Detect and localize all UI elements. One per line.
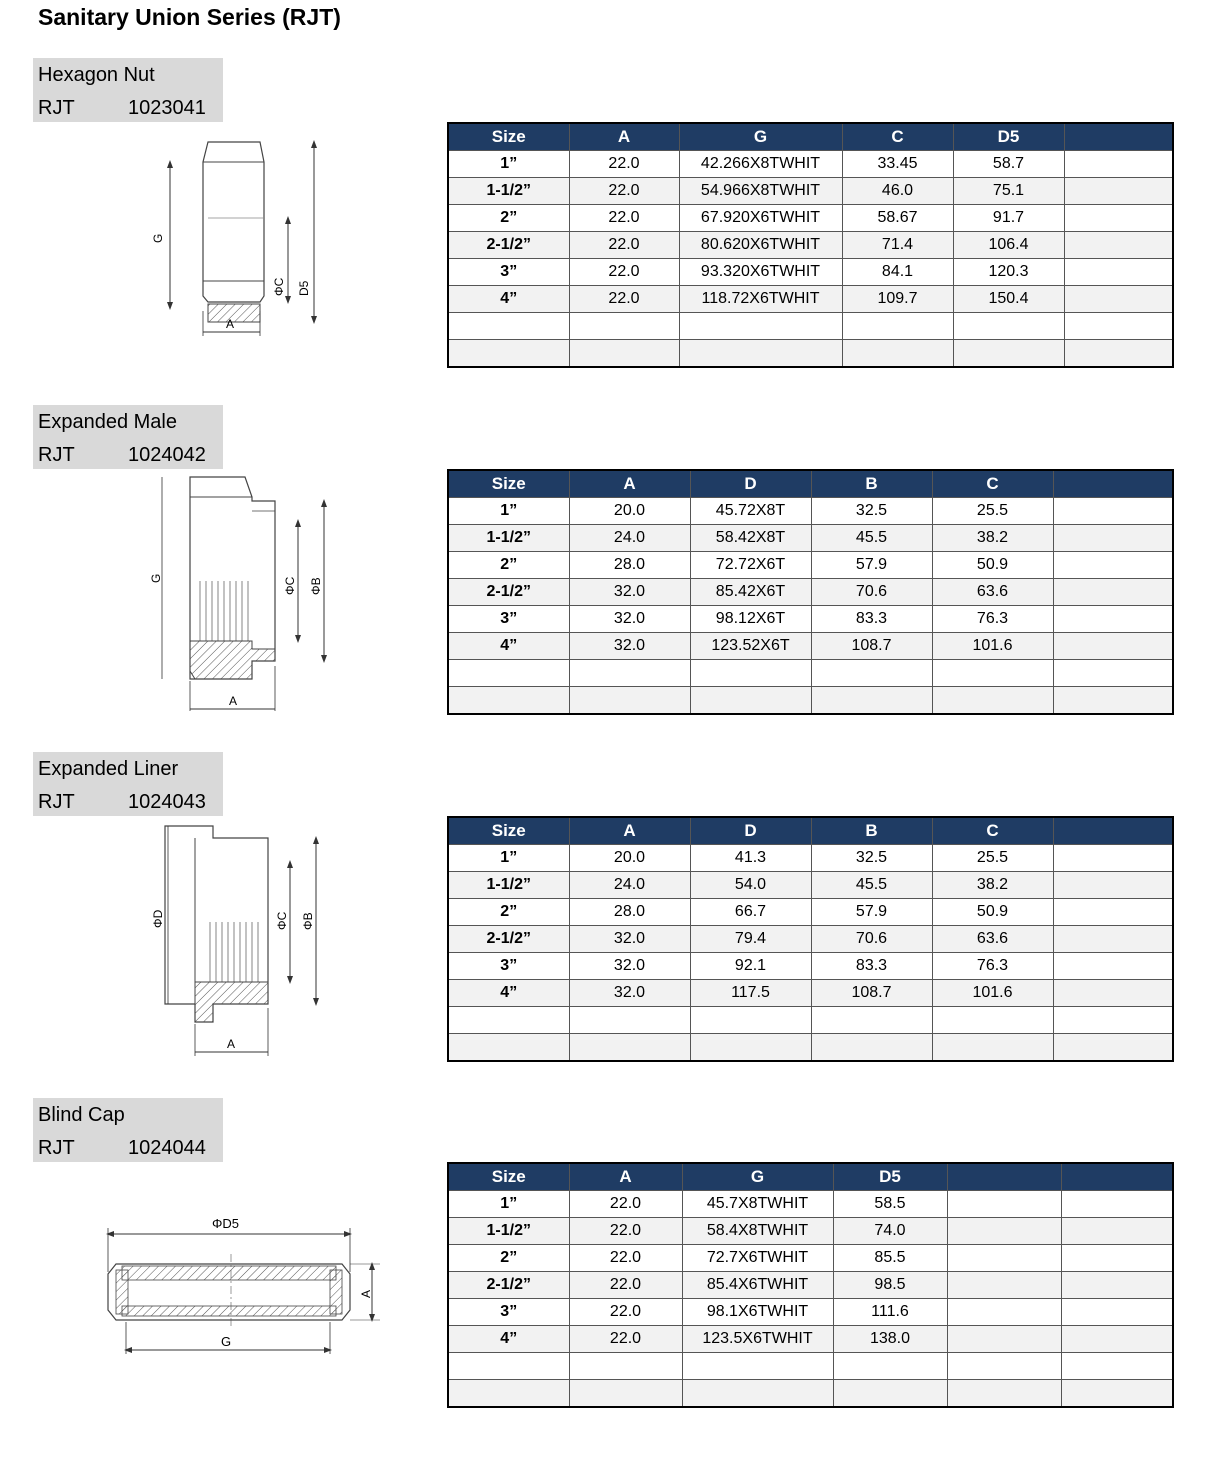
size-cell <box>448 660 569 687</box>
table-cell <box>569 1353 682 1380</box>
table-cell: 117.5 <box>690 980 811 1007</box>
table-cell <box>1053 498 1173 525</box>
size-cell: 1” <box>448 151 569 178</box>
table-row <box>448 660 1173 687</box>
size-cell: 4” <box>448 633 569 660</box>
table-cell: 120.3 <box>953 259 1064 286</box>
spec-table <box>447 122 1174 368</box>
table-cell: 54.966X8TWHIT <box>679 178 842 205</box>
table-row <box>448 1272 1173 1299</box>
table-cell: 109.7 <box>842 286 953 313</box>
table-cell: 80.620X6TWHIT <box>679 232 842 259</box>
size-cell <box>448 1353 569 1380</box>
product-section-hexagon-nut <box>0 58 1205 398</box>
table-cell <box>947 1191 1061 1218</box>
table-cell <box>811 687 932 715</box>
table-cell: 76.3 <box>932 606 1053 633</box>
size-cell: 2-1/2” <box>448 232 569 259</box>
table-cell: 85.4X6TWHIT <box>682 1272 833 1299</box>
table-cell <box>569 660 690 687</box>
size-cell: 4” <box>448 1326 569 1353</box>
table-cell <box>1053 845 1173 872</box>
size-cell <box>448 313 569 340</box>
table-cell: 42.266X8TWHIT <box>679 151 842 178</box>
table-cell: 83.3 <box>811 606 932 633</box>
size-cell: 1” <box>448 498 569 525</box>
table-row <box>448 687 1173 715</box>
table-row <box>448 872 1173 899</box>
table-cell: 91.7 <box>953 205 1064 232</box>
table-cell <box>1064 232 1173 259</box>
table-cell: 72.72X6T <box>690 552 811 579</box>
table-cell <box>682 1353 833 1380</box>
spec-table <box>447 816 1174 1062</box>
table-cell: 32.0 <box>569 633 690 660</box>
column-header: B <box>811 470 932 498</box>
table-header-row <box>448 470 1173 498</box>
table-cell: 22.0 <box>569 1245 682 1272</box>
table-header-row <box>448 817 1173 845</box>
table-cell: 106.4 <box>953 232 1064 259</box>
dim-label: G <box>221 1334 232 1349</box>
table-cell: 150.4 <box>953 286 1064 313</box>
column-header: D <box>690 470 811 498</box>
product-series: RJT <box>38 1137 75 1159</box>
table-row <box>448 845 1173 872</box>
table-cell <box>1053 552 1173 579</box>
size-cell: 2” <box>448 552 569 579</box>
table-cell <box>1064 205 1173 232</box>
table-cell <box>679 340 842 368</box>
table-cell <box>1064 313 1173 340</box>
table-cell <box>1053 899 1173 926</box>
table-cell <box>947 1245 1061 1272</box>
table-cell: 70.6 <box>811 579 932 606</box>
table-cell <box>1053 579 1173 606</box>
table-cell <box>953 313 1064 340</box>
table-cell: 79.4 <box>690 926 811 953</box>
table-cell <box>947 1353 1061 1380</box>
table-cell: 38.2 <box>932 525 1053 552</box>
expanded-male-drawing <box>140 471 340 711</box>
table-cell <box>569 687 690 715</box>
table-cell: 22.0 <box>569 286 679 313</box>
table-cell <box>1064 340 1173 368</box>
table-cell <box>679 313 842 340</box>
product-series: RJT <box>38 97 75 119</box>
column-header: Size <box>448 817 569 845</box>
page-title: Sanitary Union Series (RJT) <box>38 4 341 30</box>
table-cell <box>842 340 953 368</box>
column-header: A <box>569 123 679 151</box>
size-cell: 2” <box>448 1245 569 1272</box>
table-row <box>448 606 1173 633</box>
table-cell: 32.5 <box>811 498 932 525</box>
size-cell: 2-1/2” <box>448 579 569 606</box>
table-cell: 32.5 <box>811 845 932 872</box>
dim-label: D5 <box>297 280 311 296</box>
column-header: A <box>569 817 690 845</box>
table-cell: 75.1 <box>953 178 1064 205</box>
table-cell: 92.1 <box>690 953 811 980</box>
table-cell: 45.72X8T <box>690 498 811 525</box>
column-header: A <box>569 1163 682 1191</box>
table-cell <box>1064 151 1173 178</box>
table-cell: 70.6 <box>811 926 932 953</box>
product-label <box>33 58 223 122</box>
table-cell <box>1061 1353 1173 1380</box>
table-row <box>448 259 1173 286</box>
table-cell: 45.7X8TWHIT <box>682 1191 833 1218</box>
table-cell: 66.7 <box>690 899 811 926</box>
table-cell: 83.3 <box>811 953 932 980</box>
table-cell <box>953 340 1064 368</box>
size-cell: 4” <box>448 286 569 313</box>
table-cell: 28.0 <box>569 899 690 926</box>
table-cell <box>1053 926 1173 953</box>
table-cell: 63.6 <box>932 926 1053 953</box>
product-series: RJT <box>38 791 75 813</box>
table-cell <box>932 660 1053 687</box>
table-cell: 25.5 <box>932 498 1053 525</box>
table-cell <box>690 660 811 687</box>
table-row <box>448 552 1173 579</box>
dim-label: ΦC <box>272 277 286 296</box>
column-header: Size <box>448 470 569 498</box>
dim-label: A <box>229 694 238 708</box>
table-cell: 57.9 <box>811 899 932 926</box>
table-cell <box>833 1353 947 1380</box>
table-cell <box>947 1380 1061 1408</box>
table-row <box>448 525 1173 552</box>
column-header <box>1064 123 1173 151</box>
table-cell <box>569 1380 682 1408</box>
size-cell: 2-1/2” <box>448 1272 569 1299</box>
size-cell: 2” <box>448 899 569 926</box>
dim-label: ΦD <box>151 909 165 928</box>
table-cell: 123.52X6T <box>690 633 811 660</box>
table-cell <box>690 1034 811 1062</box>
table-row <box>448 205 1173 232</box>
table-cell: 22.0 <box>569 205 679 232</box>
size-cell: 2” <box>448 205 569 232</box>
table-cell: 108.7 <box>811 633 932 660</box>
product-name: Expanded Male <box>38 411 177 433</box>
column-header: A <box>569 470 690 498</box>
table-cell: 85.5 <box>833 1245 947 1272</box>
product-code: 1024043 <box>128 791 206 813</box>
table-row <box>448 232 1173 259</box>
table-cell <box>569 1034 690 1062</box>
table-row <box>448 1218 1173 1245</box>
table-row <box>448 899 1173 926</box>
size-cell: 1” <box>448 1191 569 1218</box>
table-cell: 50.9 <box>932 899 1053 926</box>
size-cell: 3” <box>448 1299 569 1326</box>
dim-label: ΦB <box>301 912 315 930</box>
product-series: RJT <box>38 444 75 466</box>
table-row <box>448 926 1173 953</box>
dim-label: ΦC <box>283 576 297 595</box>
size-cell: 1-1/2” <box>448 525 569 552</box>
table-cell: 24.0 <box>569 525 690 552</box>
table-cell <box>569 1007 690 1034</box>
table-cell: 22.0 <box>569 1299 682 1326</box>
table-row <box>448 1245 1173 1272</box>
table-cell <box>947 1326 1061 1353</box>
table-row <box>448 1380 1173 1408</box>
table-row <box>448 1007 1173 1034</box>
table-cell: 93.320X6TWHIT <box>679 259 842 286</box>
table-row <box>448 151 1173 178</box>
table-cell <box>811 1034 932 1062</box>
size-cell: 3” <box>448 606 569 633</box>
table-cell: 22.0 <box>569 232 679 259</box>
table-row <box>448 980 1173 1007</box>
column-header: C <box>932 817 1053 845</box>
table-cell: 74.0 <box>833 1218 947 1245</box>
column-header: Size <box>448 123 569 151</box>
table-cell <box>1053 687 1173 715</box>
table-cell: 85.42X6T <box>690 579 811 606</box>
table-cell <box>1061 1191 1173 1218</box>
table-cell: 101.6 <box>932 633 1053 660</box>
table-cell <box>1053 606 1173 633</box>
column-header: G <box>682 1163 833 1191</box>
product-label <box>33 752 223 816</box>
product-section-blind-cap <box>0 1098 1205 1438</box>
table-cell <box>1061 1245 1173 1272</box>
table-cell: 58.4X8TWHIT <box>682 1218 833 1245</box>
table-cell: 25.5 <box>932 845 1053 872</box>
table-cell: 58.7 <box>953 151 1064 178</box>
product-code: 1024044 <box>128 1137 206 1159</box>
dim-label: ΦB <box>309 577 323 595</box>
table-cell <box>1061 1272 1173 1299</box>
size-cell: 3” <box>448 953 569 980</box>
table-row <box>448 1326 1173 1353</box>
table-cell <box>1064 178 1173 205</box>
table-cell: 84.1 <box>842 259 953 286</box>
table-cell <box>1053 953 1173 980</box>
table-header-row <box>448 123 1173 151</box>
table-cell <box>811 1007 932 1034</box>
product-section-expanded-liner <box>0 752 1205 1092</box>
size-cell: 1” <box>448 845 569 872</box>
table-cell: 33.45 <box>842 151 953 178</box>
table-cell: 32.0 <box>569 926 690 953</box>
table-cell: 22.0 <box>569 1326 682 1353</box>
table-row <box>448 633 1173 660</box>
table-row <box>448 313 1173 340</box>
table-cell <box>1053 980 1173 1007</box>
product-name: Hexagon Nut <box>38 64 155 86</box>
table-row <box>448 953 1173 980</box>
table-cell: 38.2 <box>932 872 1053 899</box>
size-cell: 2-1/2” <box>448 926 569 953</box>
table-cell <box>1053 525 1173 552</box>
table-cell <box>1053 872 1173 899</box>
table-cell: 22.0 <box>569 1272 682 1299</box>
table-cell: 58.67 <box>842 205 953 232</box>
table-cell <box>682 1380 833 1408</box>
table-cell <box>932 1007 1053 1034</box>
product-code: 1023041 <box>128 97 206 119</box>
column-header: G <box>679 123 842 151</box>
table-cell: 41.3 <box>690 845 811 872</box>
dim-label: A <box>227 1037 236 1051</box>
size-cell: 1-1/2” <box>448 872 569 899</box>
product-section-expanded-male <box>0 405 1205 745</box>
table-cell: 24.0 <box>569 872 690 899</box>
table-cell: 22.0 <box>569 259 679 286</box>
table-cell <box>1053 1034 1173 1062</box>
table-cell: 108.7 <box>811 980 932 1007</box>
table-cell: 22.0 <box>569 151 679 178</box>
table-cell: 111.6 <box>833 1299 947 1326</box>
table-cell: 71.4 <box>842 232 953 259</box>
table-cell <box>690 1007 811 1034</box>
product-label <box>33 405 223 469</box>
table-cell: 32.0 <box>569 606 690 633</box>
table-cell: 50.9 <box>932 552 1053 579</box>
table-row <box>448 1034 1173 1062</box>
table-cell <box>569 340 679 368</box>
table-cell: 32.0 <box>569 579 690 606</box>
table-row <box>448 178 1173 205</box>
column-header: D <box>690 817 811 845</box>
column-header: B <box>811 817 932 845</box>
expanded-liner-drawing <box>140 822 340 1058</box>
dim-label: ΦC <box>275 911 289 930</box>
dim-label: A <box>359 1289 373 1298</box>
size-cell: 3” <box>448 259 569 286</box>
size-cell: 1-1/2” <box>448 1218 569 1245</box>
dim-label: ΦD5 <box>212 1216 239 1231</box>
product-name: Expanded Liner <box>38 758 179 780</box>
table-cell: 58.5 <box>833 1191 947 1218</box>
dim-label: G <box>149 573 163 583</box>
hexagon-nut-drawing <box>140 136 340 358</box>
spec-table <box>447 1162 1174 1408</box>
size-cell <box>448 1380 569 1408</box>
table-cell <box>947 1299 1061 1326</box>
product-label <box>33 1098 223 1162</box>
table-cell: 98.12X6T <box>690 606 811 633</box>
table-cell <box>1064 259 1173 286</box>
dim-label: G <box>151 233 165 243</box>
table-row <box>448 498 1173 525</box>
table-row <box>448 1191 1173 1218</box>
table-row <box>448 1299 1173 1326</box>
dim-label: A <box>226 317 235 331</box>
table-cell <box>947 1272 1061 1299</box>
table-header-row <box>448 1163 1173 1191</box>
column-header <box>1061 1163 1173 1191</box>
product-code: 1024042 <box>128 444 206 466</box>
size-cell <box>448 1007 569 1034</box>
table-cell: 58.42X8T <box>690 525 811 552</box>
table-cell <box>947 1218 1061 1245</box>
table-cell <box>1061 1299 1173 1326</box>
table-cell: 98.1X6TWHIT <box>682 1299 833 1326</box>
table-cell: 57.9 <box>811 552 932 579</box>
spec-table <box>447 469 1174 715</box>
size-cell <box>448 1034 569 1062</box>
column-header: D5 <box>833 1163 947 1191</box>
column-header <box>947 1163 1061 1191</box>
table-cell: 32.0 <box>569 980 690 1007</box>
product-name: Blind Cap <box>38 1104 125 1126</box>
size-cell <box>448 340 569 368</box>
table-cell: 20.0 <box>569 498 690 525</box>
table-cell <box>1053 633 1173 660</box>
table-cell: 118.72X6TWHIT <box>679 286 842 313</box>
column-header: C <box>842 123 953 151</box>
table-cell <box>811 660 932 687</box>
table-cell: 98.5 <box>833 1272 947 1299</box>
table-cell <box>690 687 811 715</box>
table-cell: 20.0 <box>569 845 690 872</box>
table-cell: 101.6 <box>932 980 1053 1007</box>
table-cell <box>842 313 953 340</box>
table-cell: 22.0 <box>569 178 679 205</box>
column-header: Size <box>448 1163 569 1191</box>
table-cell: 76.3 <box>932 953 1053 980</box>
table-cell: 72.7X6TWHIT <box>682 1245 833 1272</box>
table-cell <box>1061 1380 1173 1408</box>
table-cell: 138.0 <box>833 1326 947 1353</box>
column-header: C <box>932 470 1053 498</box>
table-cell <box>833 1380 947 1408</box>
table-cell: 22.0 <box>569 1191 682 1218</box>
table-cell: 54.0 <box>690 872 811 899</box>
table-cell: 32.0 <box>569 953 690 980</box>
table-cell <box>1053 1007 1173 1034</box>
table-row <box>448 286 1173 313</box>
table-cell: 45.5 <box>811 525 932 552</box>
table-cell: 22.0 <box>569 1218 682 1245</box>
table-cell <box>1061 1218 1173 1245</box>
size-cell <box>448 687 569 715</box>
column-header: D5 <box>953 123 1064 151</box>
table-cell <box>932 687 1053 715</box>
table-cell: 123.5X6TWHIT <box>682 1326 833 1353</box>
column-header <box>1053 817 1173 845</box>
table-cell <box>932 1034 1053 1062</box>
table-row <box>448 340 1173 368</box>
table-row <box>448 1353 1173 1380</box>
table-cell: 46.0 <box>842 178 953 205</box>
blind-cap-drawing <box>100 1214 390 1360</box>
table-cell: 28.0 <box>569 552 690 579</box>
table-cell <box>1061 1326 1173 1353</box>
column-header <box>1053 470 1173 498</box>
table-cell <box>569 313 679 340</box>
size-cell: 4” <box>448 980 569 1007</box>
table-cell: 45.5 <box>811 872 932 899</box>
table-cell: 67.920X6TWHIT <box>679 205 842 232</box>
table-cell <box>1053 660 1173 687</box>
size-cell: 1-1/2” <box>448 178 569 205</box>
table-row <box>448 579 1173 606</box>
table-cell <box>1064 286 1173 313</box>
table-cell: 63.6 <box>932 579 1053 606</box>
